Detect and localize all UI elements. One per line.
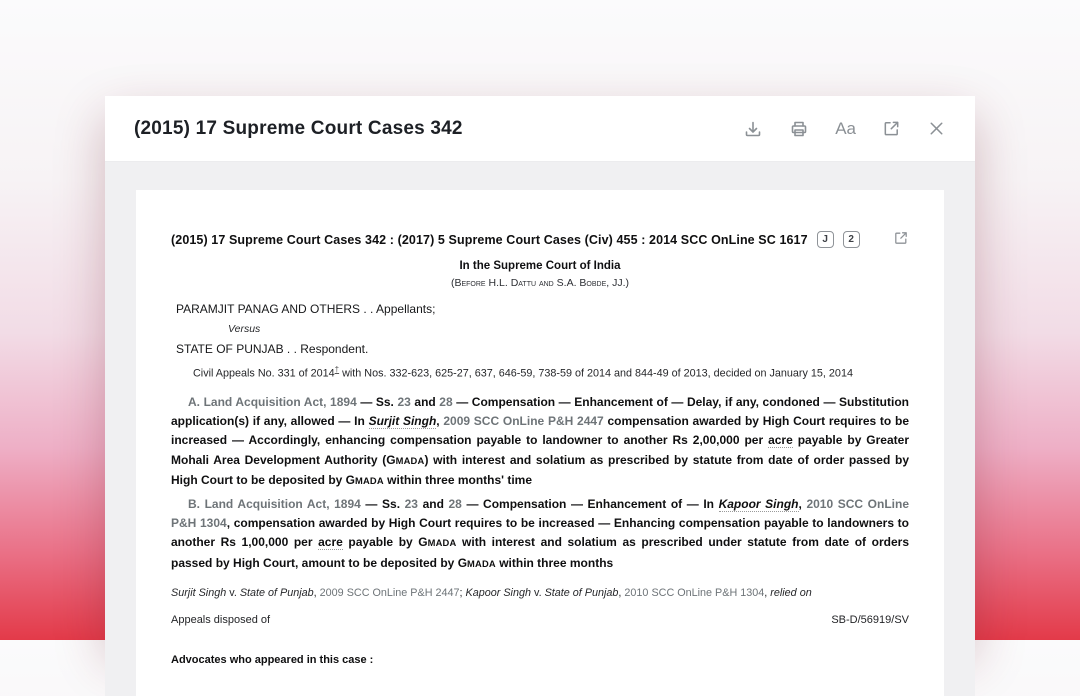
disposition-text: Appeals disposed of [171,614,271,627]
print-button[interactable] [789,119,809,139]
bench-line: (Before H.L. Dattu and S.A. Bobde, JJ.) [450,277,629,289]
document-reference: SB-D/56919/SV [831,614,909,627]
dialog-title: (2015) 17 Supreme Court Cases 342 [134,117,463,139]
case-viewer-dialog [105,96,975,667]
dialog-body [105,162,975,696]
open-document-icon [893,234,909,249]
respondent-line: STATE OF PUNJAB . . Respondent. [176,342,369,356]
case-citation: (2015) 17 Supreme Court Cases 342 : (2017) 5 Supreme Court Cases (Civ) 455 : 2014 SCC OnLine SC 1617 [171,232,808,247]
cases-relied-line: Surjit Singh v. State of Punjab, 2009 SCC OnLine P&H 2447; Kapoor Singh v. State of Punjab, 2010 SCC OnLine P&H 1304, relied on [171,587,812,600]
close-icon [927,119,946,138]
text-size-button[interactable] [835,119,856,139]
open-new-window-icon [882,119,901,138]
appeal-info-line: Civil Appeals No. 331 of 2014† with Nos. 332-623, 625-27, 637, 646-59, 738-59 of 2014 and 844-49 of 2013, decided on January 15, 2014 [193,365,853,380]
appellants-line: PARAMJIT PANAG AND OTHERS . . Appellants; [176,302,436,316]
citation-row [171,230,909,249]
headnote-a: A. Land Acquisition Act, 1894 — Ss. 23 and 28 — Compensation — Enhancement of — Delay, if any, condoned — Substitution application(s) if any, allowed — In Surjit Singh, 2009 SCC OnLine P&H 2447 compensation awarded by High Court requires to be increased — Accordingly, enhancing compensation payable to landowner to another Rs 2,00,000 per acre payable by Greater Mohali Area Development Authority (GMADA) with interest and solatium as prescribed by statute from date of order passed by High Court to be deposited by GMADA within three months' time [171,394,910,488]
download-icon [743,119,763,139]
versus-line: Versus [228,323,261,335]
court-name: In the Supreme Court of India [459,260,621,272]
document-card [136,190,944,696]
open-document-button[interactable] [893,230,909,249]
print-icon [789,119,809,139]
headnote-b: B. Land Acquisition Act, 1894 — Ss. 23 and 28 — Compensation — Enhancement of — In Kapoor Singh, 2010 SCC OnLine P&H 1304, compensation awarded by High Court requires to be increased — Enhancing compensation payable to landowners to another Rs 1,00,000 per acre payable by GMADA with interest and solatium as prescribed under statute from date of orders passed by High Court, amount to be deposited by GMADA within three months [171,496,909,570]
count-badge[interactable]: 2 [843,231,860,248]
judgment-badge[interactable]: J [817,231,834,248]
advocates-heading: Advocates who appeared in this case : [171,654,374,667]
download-button[interactable] [743,119,763,139]
disposition-row [171,614,909,626]
close-button[interactable] [927,119,946,138]
text-size-icon: Aa [835,118,856,138]
parties-block [171,302,909,380]
dialog-header [105,96,975,162]
dialog-toolbar [743,119,946,139]
open-new-window-button[interactable] [882,119,901,138]
